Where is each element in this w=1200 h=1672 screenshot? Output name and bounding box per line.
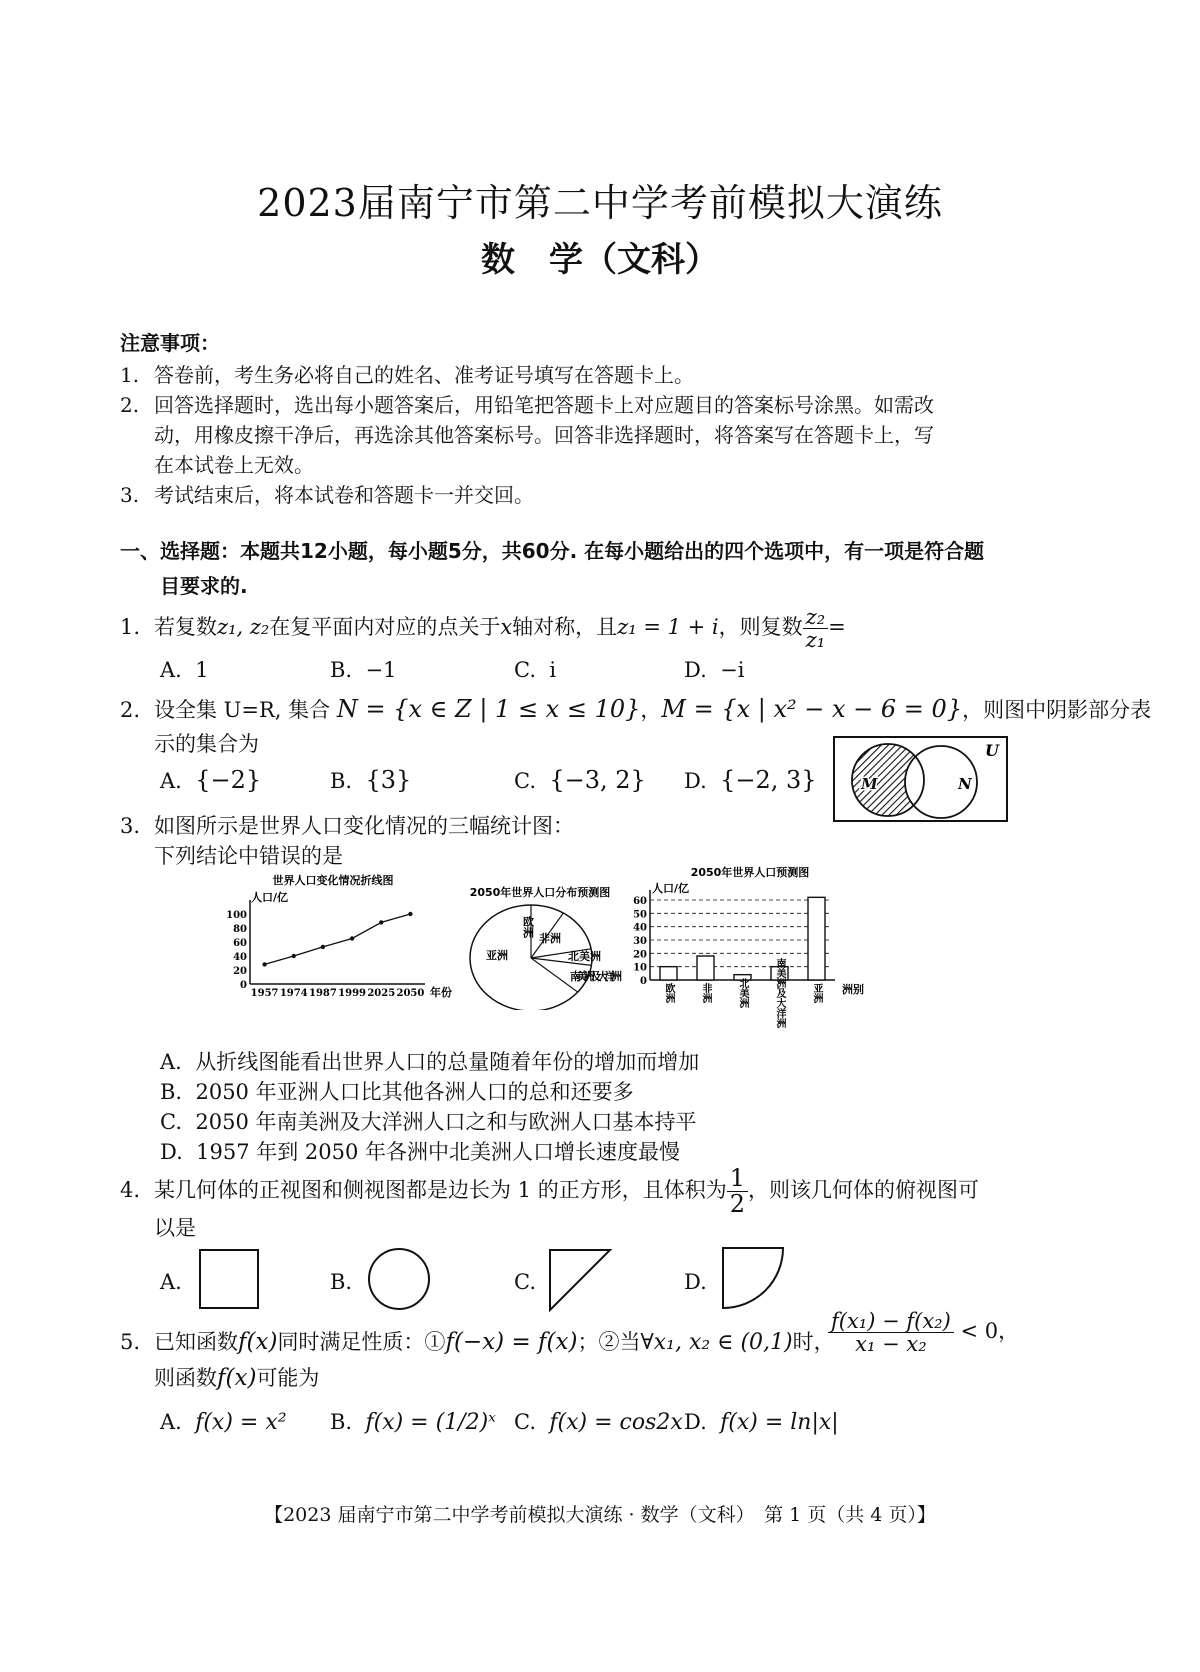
q1-option-b[interactable] xyxy=(330,658,396,682)
option-value: f(x) = (1/2)ˣ xyxy=(365,1410,496,1435)
data-point xyxy=(408,912,412,916)
question-1 xyxy=(120,606,846,651)
bar-chart-title: 2050年世界人口预测图 xyxy=(690,866,810,879)
option-label: D. xyxy=(684,1270,707,1294)
math: x xyxy=(500,615,513,640)
q5-option-b[interactable] xyxy=(330,1410,496,1435)
question-4 xyxy=(120,1166,979,1217)
option-value: f(x) = x² xyxy=(195,1410,287,1435)
math: N = {x ∈ Z | 1 ≤ x ≤ 10} xyxy=(336,695,641,723)
question-5-cont xyxy=(154,1362,319,1392)
math: < 0， xyxy=(960,1319,1020,1344)
q5-option-a[interactable] xyxy=(160,1410,287,1435)
q4-option-a[interactable] xyxy=(160,1270,182,1294)
q2-option-d[interactable] xyxy=(684,766,817,794)
option-value: f(x) = cos2x xyxy=(549,1410,683,1435)
venn-diagram xyxy=(833,736,1008,822)
pie-label: 北美洲 xyxy=(568,950,601,963)
fraction xyxy=(828,1310,954,1355)
q5-option-d[interactable] xyxy=(684,1410,839,1435)
y-tick-label: 60 xyxy=(633,896,647,907)
option-label: D. xyxy=(684,658,707,682)
option-label: C. xyxy=(514,1270,536,1294)
pie-label: 欧洲 xyxy=(521,916,535,938)
denominator: z₁ xyxy=(805,628,826,653)
notice-number: 1. xyxy=(120,363,140,387)
math: f(−x) = f(x) xyxy=(445,1329,578,1355)
q3-option-c[interactable] xyxy=(160,1106,696,1136)
data-point xyxy=(262,962,266,966)
option-label: D. xyxy=(684,1410,707,1434)
question-3 xyxy=(120,810,574,840)
data-point xyxy=(350,936,354,940)
population-line xyxy=(265,914,411,964)
y-tick-label: 100 xyxy=(226,910,247,921)
bar xyxy=(697,956,714,980)
q5-option-c[interactable] xyxy=(514,1410,683,1435)
venn-label-m: M xyxy=(861,775,878,793)
q-text: 若复数 xyxy=(154,615,217,640)
x-tick-label: 1987 xyxy=(308,988,337,999)
option-value: f(x) = ln|x| xyxy=(720,1410,839,1435)
option-value: 1 xyxy=(195,658,209,682)
q4-option-d[interactable] xyxy=(684,1270,707,1294)
q-text: ， xyxy=(640,698,662,722)
x-tick-label: 1999 xyxy=(338,988,367,999)
q-text: 某几何体的正视图和侧视图都是边长为 1 的正方形，且体积为 xyxy=(154,1178,727,1203)
math: = xyxy=(828,615,846,640)
q-text: 则函数 xyxy=(154,1366,217,1390)
section-heading-cont: 目要求的. xyxy=(160,574,248,598)
notice-heading: 注意事项： xyxy=(120,331,220,355)
option-label: D. xyxy=(160,1140,183,1164)
option-label: B. xyxy=(160,1080,183,1104)
y-tick-label: 20 xyxy=(233,966,247,977)
pie-label: 南美洲及大洋洲 xyxy=(570,970,622,983)
bar xyxy=(808,897,825,980)
q1-option-a[interactable] xyxy=(160,658,209,682)
math: f(x) xyxy=(238,1329,278,1355)
math: ∀x₁, x₂ ∈ (0,1) xyxy=(640,1330,793,1355)
numerator: 1 xyxy=(727,1166,748,1192)
numerator: f(x₁) − f(x₂) xyxy=(828,1310,954,1333)
option-label: A. xyxy=(160,769,182,793)
category-label: 欧洲 xyxy=(663,983,674,1003)
option-label: D. xyxy=(684,769,707,793)
math: z₁ = 1 + i xyxy=(617,615,719,640)
q-text: ，则复数 xyxy=(718,615,803,640)
notice-line: 动，用橡皮擦干净后，再选涂其他答案标号。回答非选择题时，将答案写在答题卡上，写 xyxy=(154,423,934,447)
q1-option-d[interactable] xyxy=(684,658,744,682)
bar-chart-ylabel: 人口/亿 xyxy=(652,882,690,895)
question-number: 5. xyxy=(120,1330,141,1354)
venn-label-u: U xyxy=(985,741,999,760)
option-value: {−2, 3} xyxy=(720,766,817,794)
question-number: 2. xyxy=(120,698,141,722)
notice-line: 在本试卷上无效。 xyxy=(154,453,314,477)
quarter-circle-icon[interactable] xyxy=(721,1246,787,1312)
question-number: 3. xyxy=(120,814,141,838)
y-tick-label: 10 xyxy=(633,962,647,974)
denominator: x₁ − x₂ xyxy=(855,1332,927,1357)
line-chart-title: 世界人口变化情况折线图 xyxy=(272,874,394,887)
pie-chart-title: 2050年世界人口分布预测图 xyxy=(469,886,611,899)
notice-line: 考试结束后，将本试卷和答题卡一并交回。 xyxy=(154,483,534,507)
line-chart xyxy=(218,868,458,1008)
category-label: 非洲 xyxy=(700,983,711,1003)
category-label: 北美洲 xyxy=(737,978,748,1008)
q2-option-b[interactable] xyxy=(330,766,411,794)
q-text: 同时满足性质：① xyxy=(277,1330,446,1354)
data-point xyxy=(292,954,296,958)
option-label: B. xyxy=(330,1410,353,1434)
category-label: 南美洲及大洋洲 xyxy=(774,958,785,1028)
question-2 xyxy=(120,694,1151,724)
question-number: 4. xyxy=(120,1178,141,1203)
line-chart-xlabel: 年份 xyxy=(430,986,452,999)
q-text: ，则图中阴影部分表 xyxy=(962,698,1152,722)
page-footer: 【2023 届南宁市第二中学考前模拟大演练 · 数学（文科） 第 1 页（共 4 页）】 xyxy=(264,1504,936,1526)
option-value: {−2} xyxy=(195,766,262,794)
option-label: A. xyxy=(160,658,182,682)
question-3-cont: 下列结论中错误的是 xyxy=(154,844,343,868)
option-value: {3} xyxy=(365,766,412,794)
math: z₁, z₂ xyxy=(217,615,270,640)
pie-chart xyxy=(456,880,624,1010)
q-text: 已知函数 xyxy=(154,1330,238,1354)
option-value: {−3, 2} xyxy=(549,766,646,794)
q2-option-a[interactable] xyxy=(160,766,261,794)
option-value: 1957 年到 2050 年各洲中北美洲人口增长速度最慢 xyxy=(196,1140,681,1164)
notice-line: 回答选择题时，选出每小题答案后，用铅笔把答题卡上对应题目的答案标号涂黑。如需改 xyxy=(154,393,934,417)
x-tick-label: 1974 xyxy=(279,988,308,999)
q-text: 设全集 U=R, 集合 xyxy=(154,698,331,722)
x-tick-label: 1957 xyxy=(250,988,279,999)
y-tick-label: 20 xyxy=(633,949,647,961)
q3-option-b[interactable] xyxy=(160,1076,634,1106)
notice-line: 答卷前，考生务必将自己的姓名、准考证号填写在答题卡上。 xyxy=(154,363,694,387)
option-label: B. xyxy=(330,658,353,682)
option-label: C. xyxy=(160,1110,182,1134)
option-value: 2050 年南美洲及大洋洲人口之和与欧洲人口基本持平 xyxy=(195,1110,697,1134)
bar xyxy=(660,967,677,980)
data-point xyxy=(321,945,325,949)
data-point xyxy=(379,920,383,924)
x-tick-label: 2025 xyxy=(367,988,396,999)
notice-number: 3. xyxy=(120,483,140,507)
q-text: 时， xyxy=(792,1330,835,1354)
option-label: B. xyxy=(330,769,353,793)
y-tick-label: 30 xyxy=(633,936,647,947)
option-value: i xyxy=(549,658,557,682)
q-text: 如图所示是世界人口变化情况的三幅统计图： xyxy=(154,814,574,838)
math: f(x) xyxy=(217,1365,257,1391)
y-tick-label: 50 xyxy=(633,909,647,921)
math: M = {x | x² − x − 6 = 0} xyxy=(661,695,963,723)
fraction xyxy=(727,1166,748,1217)
option-label: A. xyxy=(160,1410,182,1434)
numerator: z₂ xyxy=(803,606,828,629)
q-text: ，则该几何体的俯视图可 xyxy=(748,1178,979,1203)
q4-option-b[interactable] xyxy=(330,1270,352,1294)
option-value: −i xyxy=(720,658,745,682)
line-chart-ylabel: 人口/亿 xyxy=(251,891,289,904)
bar-chart xyxy=(630,862,880,1042)
q-text: 轴对称，且 xyxy=(512,615,618,640)
q-text: 可能为 xyxy=(256,1366,320,1390)
question-2-cont: 示的集合为 xyxy=(154,732,259,756)
notice-item xyxy=(120,480,534,510)
y-tick-label: 0 xyxy=(240,980,247,991)
option-value: 2050 年亚洲人口比其他各洲人口的总和还要多 xyxy=(195,1080,634,1104)
venn-label-n: N xyxy=(958,775,972,793)
option-label: C. xyxy=(514,769,536,793)
denominator: 2 xyxy=(729,1190,745,1219)
option-value: −1 xyxy=(365,658,397,682)
square-icon[interactable] xyxy=(198,1248,262,1312)
pie-label: 亚洲 xyxy=(486,949,508,962)
circle-icon[interactable] xyxy=(366,1246,432,1312)
option-label: B. xyxy=(330,1270,353,1294)
exam-subtitle: 数 学（文科） xyxy=(481,240,719,280)
fraction xyxy=(803,606,828,651)
option-label: C. xyxy=(514,658,536,682)
q1-option-c[interactable] xyxy=(514,658,556,682)
notice-item xyxy=(120,360,694,390)
q2-option-c[interactable] xyxy=(514,766,646,794)
notice-item xyxy=(120,390,934,480)
section-heading: 一、选择题：本题共12小题，每小题5分，共60分. 在每小题给出的四个选项中，有一项是符合题 xyxy=(120,539,985,563)
question-4-cont: 以是 xyxy=(154,1216,196,1240)
q5-condition xyxy=(828,1310,1019,1355)
question-5 xyxy=(120,1326,835,1356)
y-tick-label: 60 xyxy=(233,938,247,949)
x-tick-label: 2050 xyxy=(396,988,425,999)
y-tick-label: 80 xyxy=(233,924,247,935)
y-tick-label: 40 xyxy=(633,922,647,934)
q3-option-a[interactable] xyxy=(160,1046,699,1076)
exam-title: 2023届南宁市第二中学考前模拟大演练 xyxy=(257,181,943,225)
y-tick-label: 0 xyxy=(640,976,647,987)
option-label: A. xyxy=(160,1270,182,1294)
triangle-icon[interactable] xyxy=(548,1248,614,1312)
option-label: C. xyxy=(514,1410,536,1434)
notice-number: 2. xyxy=(120,393,140,417)
q3-option-d[interactable] xyxy=(160,1136,680,1166)
option-label: A. xyxy=(160,1050,182,1074)
q-text: 在复平面内对应的点关于 xyxy=(269,615,501,640)
q4-option-c[interactable] xyxy=(514,1270,536,1294)
q-text: ；②当 xyxy=(577,1330,641,1354)
bar-chart-xlabel: 洲别 xyxy=(842,983,864,996)
category-label: 亚洲 xyxy=(811,983,822,1003)
question-number: 1. xyxy=(120,615,141,640)
pie-label: 非洲 xyxy=(539,932,561,945)
option-value: 从折线图能看出世界人口的总量随着年份的增加而增加 xyxy=(195,1050,700,1074)
y-tick-label: 40 xyxy=(233,952,247,963)
